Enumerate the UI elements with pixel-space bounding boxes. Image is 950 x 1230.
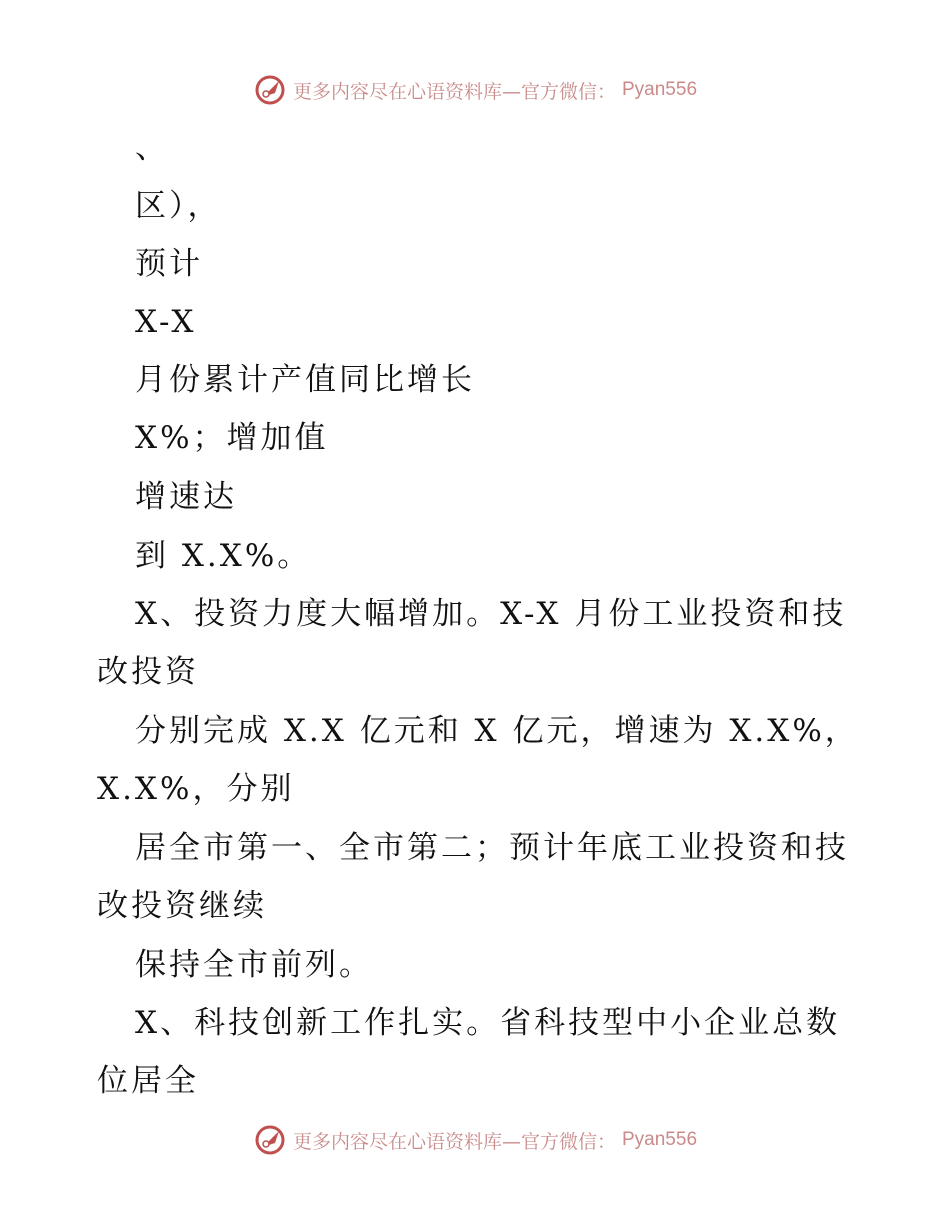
footer-watermark: [0, 1120, 950, 1160]
watermark-wechat-id: Pyan556: [622, 1129, 698, 1150]
text-line: X、科技创新工作扎实。省科技型中小企业总数: [135, 1005, 841, 1041]
text-line: 居全市第一、全市第二；预计年底工业投资和技: [135, 830, 849, 866]
watermark-wechat-id: Pyan556: [622, 79, 698, 100]
text-line: 位居全: [97, 1063, 199, 1099]
text-line: 区），: [135, 188, 222, 224]
text-line: 改投资: [97, 654, 199, 690]
text-line: 保持全市前列。: [135, 947, 373, 983]
text-line: 到 X.X%。: [135, 538, 312, 574]
quill-logo-icon: [253, 1123, 287, 1157]
watermark-text: 更多内容尽在心语资料库—官方微信：: [292, 80, 616, 103]
text-line: X-X: [135, 304, 197, 340]
text-line: X、投资力度大幅增加。X-X 月份工业投资和技: [135, 596, 847, 632]
text-line: 月份累计产值同比增长: [135, 362, 475, 398]
text-line: 改投资继续: [97, 888, 267, 924]
watermark-text: 更多内容尽在心语资料库—官方微信：: [292, 1130, 616, 1153]
text-line: 增速达: [135, 479, 237, 515]
text-line: 、: [135, 130, 169, 166]
text-line: 预计: [135, 246, 203, 282]
text-line: X%；增加值: [135, 420, 329, 456]
text-line: 分别完成 X.X 亿元和 X 亿元，增速为 X.X%，: [135, 713, 859, 749]
text-line: X.X%，分别: [97, 771, 295, 807]
